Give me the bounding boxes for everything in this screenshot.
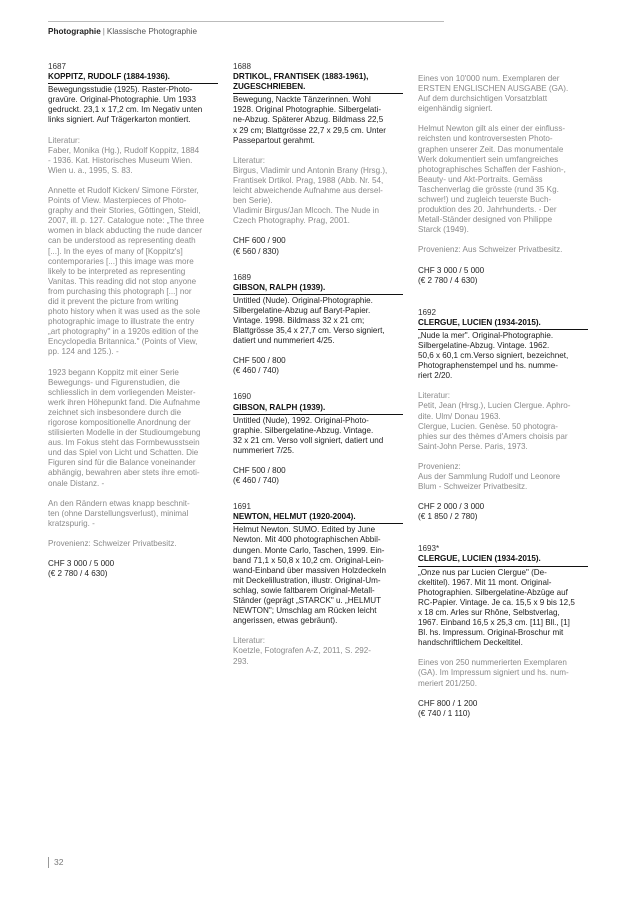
lot-literature: Literatur: Petit, Jean (Hrsg.), Lucien Clergue. Aphro- dite. Ulm/ Donau 1963. Clergue, Lucien. Genèse. 50 photogra- phies sur des thèmes d'Amers choisis par Saint-John Perse. Paris, 1973. bbox=[418, 391, 571, 451]
lot-1691-continued bbox=[418, 74, 588, 286]
column-middle bbox=[233, 62, 403, 683]
lot-number: 1687 bbox=[48, 62, 67, 71]
lot-heading: DRTIKOL, FRANTISEK (1883-1961), ZUGESCHRIEBEN. bbox=[233, 72, 403, 94]
lot-essay: 1923 begann Koppitz mit einer Serie Bewegungs- und Figurenstudien, die schliesslich in dem vorliegenden Meister- werk ihren Höhepunkt fand. Die Aufnahme zeichnet sich insbesondere durch die rigorose kompositionelle Anordnung der stilisierten Modelle in der Studioumgebung aus. Im Fokus steht das Formbewusstsein und das Spiel von Licht und Schatten. Die Figuren sind für die Balance voneinander abhängig, bewahren aber stets ihre emoti- onale Distanz. - bbox=[48, 367, 201, 488]
lot-literature: Literatur: Birgus, Vladimir und Antonin Brany (Hrsg.), Frantisek Drtikol. Prag, 1988 (Abb. Nr. 54, leicht abweichende Aufnahme aus dersel- ben Serie). Vladimir Birgus/Jan Mlcoch. The Nude in Czech Photography. Prag, 2001. bbox=[233, 155, 388, 226]
page-number: 32 bbox=[54, 857, 64, 867]
header-separator: | bbox=[102, 27, 105, 36]
lot-provenance: Provenienz: Aus Schweizer Privatbesitz. bbox=[418, 245, 563, 255]
lot-1688 bbox=[233, 62, 403, 257]
lot-quote: Annette et Rudolf Kicken/ Simone Förster, Points of View. Masterpieces of Photo- graphy and their Stories, Göttingen, Steidl, 2007, ill. p. 127. Catalogue note: „The three women in black abducting the nude dancer can be understood as representing death [...]. In the eyes of many of [Koppitz's] contemporaries [...] this image was more likely to be interpreted as representing Vanitas. This reading did not stop anyone from purchasing this photograph [...] nor did it prevent the picture from writing photo history when it was used as the sole photographic image to illustrate the entry „art photography" in a 1920s edition of the Encyclopedia Britannica." (Points of View, pp. 124 and 125.). - bbox=[48, 185, 205, 357]
lot-1692 bbox=[418, 308, 588, 523]
lot-number: 1693* bbox=[418, 544, 440, 554]
section-title: Photographie bbox=[48, 27, 101, 36]
lot-literature: Literatur: Koetzle, Fotografen A-Z, 2011, S. 292- 293. bbox=[233, 636, 371, 666]
lot-1690 bbox=[233, 392, 403, 486]
lot-description: Helmut Newton. SUMO. Edited by June Newton. Mit 400 photographischen Abbil- dungen. Monte Carlo, Taschen, 1999. Ein- band 71,1 x 50,8 x 10,2 cm. Original-Lein- wand-Einband über massiven Holzdeckeln mit Deckelillustration, illustr. Original-Um- schlag, sowie faltbarem Original-Metall- Ständer (geprägt „STARCK" u. „HELMUT NEWTON"; Umschlag am Rücken leicht angerissen, etwas gebräunt). bbox=[233, 525, 386, 626]
lot-provenance: Provenienz: Aus der Sammlung Rudolf und Leonore Blum - Schweizer Privatbesitz. bbox=[418, 461, 561, 492]
lot-description: „Nude la mer". Original-Photographie. Silbergelatine-Abzug. Vintage. 1962. 50,6 x 60,1 cm.Verso signiert, bezeichnet, Photographenstempel und hs. numme- riert 2/20. bbox=[418, 330, 569, 381]
page-number-rule bbox=[48, 857, 49, 868]
lot-heading: GIBSON, RALPH (1939). bbox=[233, 403, 403, 415]
subsection-title: Klassische Photographie bbox=[106, 27, 198, 36]
lot-description: „Onze nus par Lucien Clergue" (De- ckeltitel). 1967. Mit 11 mont. Original- Photographien. Silbergelatine-Abzüge auf RC-Papier. Vintage. Je ca. 15,5 x 9 bis 12,5 x 18 cm. Arles sur Rhône, Selbstverlag, 1967. Einband 16,5 x 25,3 cm. [11] Bll., [1] Bl. hs. Impressum. Original-Broschur mit handschriftlichem Deckeltitel. bbox=[418, 567, 575, 648]
lot-1691 bbox=[233, 502, 403, 666]
lot-price: CHF 3 000 / 5 000 (€ 2 780 / 4 630) bbox=[48, 559, 115, 579]
lot-price: CHF 600 / 900 (€ 560 / 830) bbox=[233, 236, 286, 256]
lot-number: 1690 bbox=[233, 392, 252, 402]
lot-1693 bbox=[418, 544, 588, 718]
lot-description: Bewegungsstudie (1925). Raster-Photo- gravüre. Original-Photographie. Um 1933 gedruckt. 23,1 x 17,2 cm. Im Negativ unten links signiert. Auf Trägerkarton montiert. bbox=[48, 85, 203, 125]
lot-number: 1692 bbox=[418, 307, 437, 317]
lot-edition-note: Eines von 250 nummerierten Exemplaren (GA). Im Impressum signiert und hs. num- meriert 201/250. bbox=[418, 658, 569, 688]
lot-heading: CLERGUE, LUCIEN (1934-2015). bbox=[418, 554, 588, 566]
lot-price: CHF 2 000 / 3 000 (€ 1 850 / 2 780) bbox=[418, 502, 485, 522]
lot-provenance: Provenienz: Schweizer Privatbesitz. bbox=[48, 538, 177, 548]
lot-heading: CLERGUE, LUCIEN (1934-2015). bbox=[418, 318, 588, 330]
lot-description: Bewegung, Nackte Tänzerinnen. Wohl 1928. Original Photographie. Silbergelati- ne-Abzug. Späterer Abzug. Bildmass 22,5 x 29 cm; Blattgrösse 22,7 x 29,5 cm. Unter Passepartout gerahmt. bbox=[233, 95, 386, 145]
header-rule bbox=[48, 21, 444, 22]
lot-description: Untitled (Nude), 1992. Original-Photo- graphie. Silbergelatine-Abzug. Vintage. 32 x 21 cm. Verso voll signiert, datiert und nummeriert 7/25. bbox=[233, 415, 384, 455]
lot-price: CHF 800 / 1 200 (€ 740 / 1 110) bbox=[418, 698, 478, 718]
lot-heading: GIBSON, RALPH (1939). bbox=[233, 283, 403, 295]
lot-1687 bbox=[48, 62, 218, 579]
running-header bbox=[48, 27, 197, 36]
lot-literature: Literatur: Faber, Monika (Hg.), Rudolf Koppitz, 1884 - 1936. Kat. Historisches Museum Wien. Wien u. a., 1995, S. 83. bbox=[48, 135, 200, 175]
lot-heading: KOPPITZ, RUDOLF (1884-1936). bbox=[48, 72, 218, 84]
lot-condition: An den Rändern etwas knapp beschnit- ten (ohne Darstellungsverlust), minimal kratzspurig. - bbox=[48, 498, 190, 528]
column-left bbox=[48, 62, 218, 595]
lot-number: 1691 bbox=[233, 502, 252, 512]
lot-essay: Helmut Newton gilt als einer der einfluss- reichsten und kontroversesten Photo- graphen unserer Zeit. Das monumentale Werk dokumentiert sein umfangreiches photographisches Schaffen der Fashion-, Beauty- und Akt-Portraits. Gemäss Taschenverlag die grösste (rund 35 Kg. schwer!) und zugleich teuerste Buch- produktion des 20. Jahrhunderts. - Der Metall-Ständer designed von Philippe Starck (1949). bbox=[418, 124, 566, 235]
lot-number: 1689 bbox=[233, 272, 252, 282]
lot-edition-note: Eines von 10'000 num. Exemplaren der ERSTEN ENGLISCHEN AUSGABE (GA). Auf dem durchsichtigen Vorsatzblatt eigenhändig signiert. bbox=[418, 74, 569, 114]
lot-description: Untitled (Nude). Original-Photographie. Silbergelatine-Abzug auf Baryt-Papier. Vintage. 1998. Bildmass 32 x 21 cm; Blattgrösse 35,4 x 27,7 cm. Verso signiert, datiert und nummeriert 4/25. bbox=[233, 295, 385, 346]
lot-1689 bbox=[233, 273, 403, 377]
lot-number: 1688 bbox=[233, 62, 252, 71]
lot-price: CHF 3 000 / 5 000 (€ 2 780 / 4 630) bbox=[418, 265, 485, 285]
lot-price: CHF 500 / 800 (€ 460 / 740) bbox=[233, 356, 286, 376]
lot-heading: NEWTON, HELMUT (1920-2004). bbox=[233, 512, 403, 524]
lot-price: CHF 500 / 800 (€ 460 / 740) bbox=[233, 466, 286, 486]
column-right bbox=[418, 62, 588, 735]
